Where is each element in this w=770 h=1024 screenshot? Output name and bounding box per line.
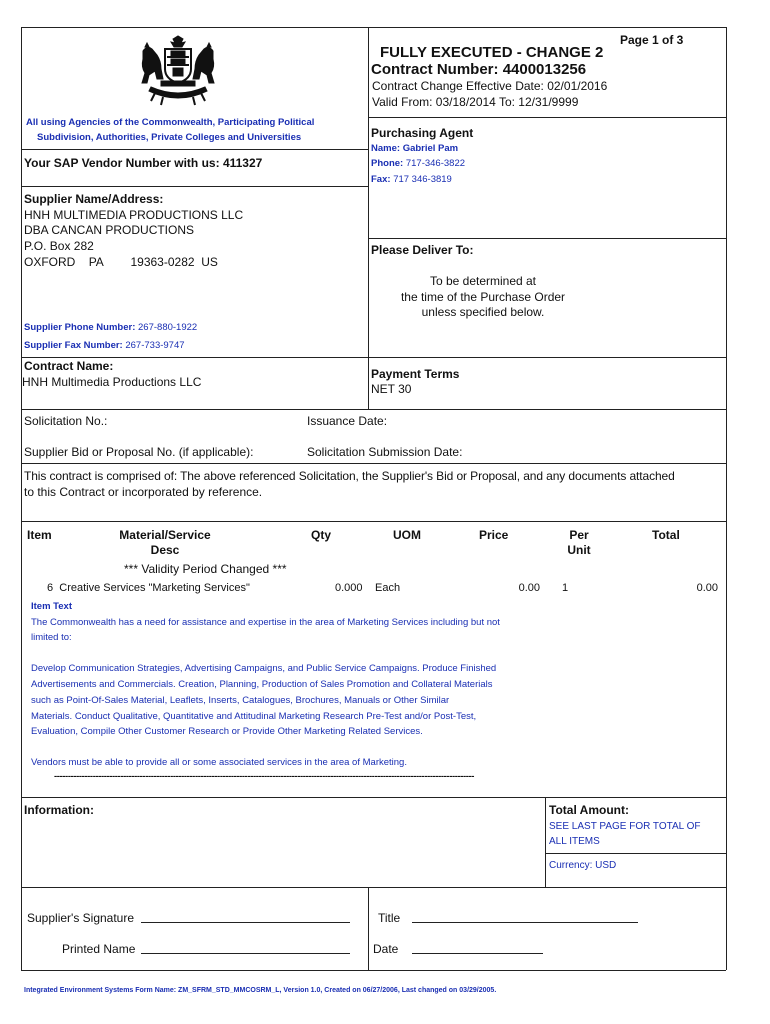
deliver-to-line-3: unless specified below. [421, 305, 545, 319]
col-header-per-2: Unit [567, 543, 591, 557]
supplier-signature-label: Supplier's Signature [27, 911, 135, 925]
supplier-phone-value: 267-880-1922 [138, 322, 198, 333]
title-field[interactable] [412, 910, 638, 923]
item-text-p2-l3: such as Point-Of-Sales Material, Leaflets, Inserts, Catalogues, Brochures, Manuals or Other Similar [31, 695, 450, 706]
agent-name [371, 143, 458, 154]
rule-agent [368, 238, 726, 239]
supplier-line-2: DBA CANCAN PRODUCTIONS [24, 223, 195, 237]
issuance-date-label: Issuance Date: [307, 414, 388, 428]
contract-number-label: Contract Number: [371, 61, 499, 78]
border-right [726, 27, 727, 889]
comprised-line-2: to this Contract or incorporated by reference. [24, 485, 263, 499]
row-qty: 0.000 [335, 582, 363, 594]
rule-contract-name [21, 409, 726, 410]
border-top [21, 27, 726, 28]
item-separator-dashes: -------------------------------------------------------------------------------------------------------------------------------------------------------- [54, 771, 475, 782]
purchasing-agent-heading: Purchasing Agent [371, 126, 474, 140]
col-header-uom: UOM [393, 528, 421, 542]
total-amount-heading: Total Amount: [549, 803, 629, 817]
document-status-title: FULLY EXECUTED - CHANGE 2 [380, 44, 604, 61]
rule-comprised [21, 521, 726, 522]
submission-date-label: Solicitation Submission Date: [307, 445, 463, 459]
col-header-price: Price [479, 528, 509, 542]
agent-phone-label: Phone: [371, 158, 404, 169]
item-text-p2-l4: Materials. Conduct Qualitative, Quantitative and Attitudinal Marketing Research Pre-Test and/or Post-Test, [31, 711, 477, 722]
printed-name-label: Printed Name [62, 942, 136, 956]
col-header-item: Item [27, 528, 52, 542]
item-text-p2-l1: Develop Communication Strategies, Advertising Campaigns, and Public Service Campaigns. Produce Finished [31, 663, 497, 674]
payment-terms-heading: Payment Terms [371, 367, 460, 381]
commonwealth-seal-icon [137, 35, 219, 107]
contract-number-value: 4400013256 [502, 61, 587, 78]
vendor-number-value: 411327 [222, 156, 263, 170]
information-heading: Information: [24, 803, 94, 817]
rule-items-end [21, 797, 726, 798]
border-left-sig [21, 887, 22, 970]
supplier-phone [24, 322, 197, 333]
agencies-line-2: Subdivision, Authorities, Private Colleges and Universities [37, 132, 302, 143]
supplier-line-1: HNH MULTIMEDIA PRODUCTIONS LLC [24, 208, 244, 222]
rule-total-note [545, 853, 726, 854]
item-text-p2-l2: Advertisements and Commercials. Creation, Planning, Production of Sales Promotion and Collateral Materials [31, 679, 493, 690]
solicitation-number-label: Solicitation No.: [24, 414, 108, 428]
row-item: 6 [47, 582, 54, 594]
agent-fax-value: 717 346-3819 [393, 174, 452, 185]
supplier-line-3: P.O. Box 282 [24, 239, 94, 253]
rule-solicitation [21, 463, 726, 464]
validity-range: Valid From: 03/18/2014 To: 12/31/9999 [372, 95, 579, 109]
supplier-city-line [24, 255, 254, 269]
supplier-state: PA [88, 255, 104, 269]
printed-name-field[interactable] [141, 941, 350, 954]
supplier-heading: Supplier Name/Address: [24, 192, 164, 206]
col-header-material-1: Material/Service [119, 528, 211, 542]
border-left [21, 27, 22, 889]
col-header-per-1: Per [569, 528, 589, 542]
col-header-total: Total [652, 528, 680, 542]
supplier-fax-label: Supplier Fax Number: [24, 340, 123, 351]
total-note-line-1: SEE LAST PAGE FOR TOTAL OF [549, 821, 701, 832]
divider-signature [368, 887, 369, 970]
agent-fax [371, 174, 452, 185]
item-text-p2-l5: Evaluation, Compile Other Customer Research or Provide Other Marketing Related Services. [31, 726, 423, 737]
vendor-number [24, 156, 262, 170]
rule-signature [21, 970, 726, 971]
supplier-phone-label: Supplier Phone Number: [24, 322, 136, 333]
agent-name-label: Name: [371, 143, 401, 154]
supplier-zip: 19363-0282 [130, 255, 195, 269]
agent-fax-label: Fax: [371, 174, 391, 185]
comprised-line-1: This contract is comprised of: The above referenced Solicitation, the Supplier's Bid or Proposal, and any documents attached [24, 469, 675, 483]
item-text-p3: Vendors must be able to provide all or some associated services in the area of Marketing. [31, 757, 407, 768]
deliver-to-line-1: To be determined at [429, 274, 537, 288]
agencies-line-1: All using Agencies of the Commonwealth, Participating Political [26, 117, 315, 128]
vendor-number-label: Your SAP Vendor Number with us: [24, 156, 220, 170]
row-price: 0.00 [518, 582, 540, 594]
item-text-p1-l2: limited to: [31, 632, 72, 643]
border-right-sig [726, 887, 727, 970]
bid-proposal-label: Supplier Bid or Proposal No. (if applicable): [24, 445, 254, 459]
table-row [47, 582, 250, 594]
deliver-to-line-2: the time of the Purchase Order [400, 290, 566, 304]
item-text-p1-l1: The Commonwealth has a need for assistance and expertise in the area of Marketing Services including but not [31, 617, 500, 628]
rule-information [21, 887, 726, 888]
col-header-qty: Qty [311, 528, 332, 542]
rule-vendor-number [21, 186, 368, 187]
deliver-to-heading: Please Deliver To: [371, 243, 474, 257]
date-label: Date [373, 942, 399, 956]
validity-note: *** Validity Period Changed *** [124, 562, 287, 576]
contract-name-value: HNH Multimedia Productions LLC [22, 375, 202, 389]
agent-name-value: Gabriel Pam [402, 143, 459, 154]
form-footer: Integrated Environment Systems Form Name: ZM_SFRM_STD_MMCOSRM_L, Version 1.0, Created on 06/27/2006, Last changed on 03/29/2005. [24, 987, 497, 994]
agent-phone-value: 717-346-3822 [405, 158, 466, 169]
row-per: 1 [562, 582, 569, 594]
page-number: Page 1 of 3 [620, 33, 684, 47]
col-header-material-2: Desc [150, 543, 180, 557]
rule-header-right [368, 117, 726, 118]
supplier-country: US [201, 255, 218, 269]
divider-total [545, 797, 546, 887]
contract-number [371, 61, 586, 78]
supplier-fax [24, 340, 185, 351]
date-field[interactable] [412, 941, 543, 954]
contract-change-effective-date: Contract Change Effective Date: 02/01/2016 [372, 79, 608, 93]
row-total: 0.00 [696, 582, 718, 594]
rule-agencies [21, 149, 368, 150]
contract-name-heading: Contract Name: [24, 359, 114, 373]
supplier-fax-value: 267-733-9747 [125, 340, 185, 351]
total-note-line-2: ALL ITEMS [549, 836, 600, 847]
item-text-label: Item Text [31, 601, 73, 612]
currency: Currency: USD [549, 860, 617, 871]
row-uom: Each [375, 582, 401, 594]
divider-center-upper [368, 27, 369, 409]
payment-terms-value: NET 30 [371, 382, 412, 396]
agent-phone [371, 158, 465, 169]
supplier-signature-field[interactable] [141, 910, 350, 923]
title-label: Title [378, 911, 401, 925]
supplier-city: OXFORD [24, 255, 76, 269]
row-desc: Creative Services "Marketing Services" [59, 582, 250, 594]
rule-supplier [21, 357, 726, 358]
